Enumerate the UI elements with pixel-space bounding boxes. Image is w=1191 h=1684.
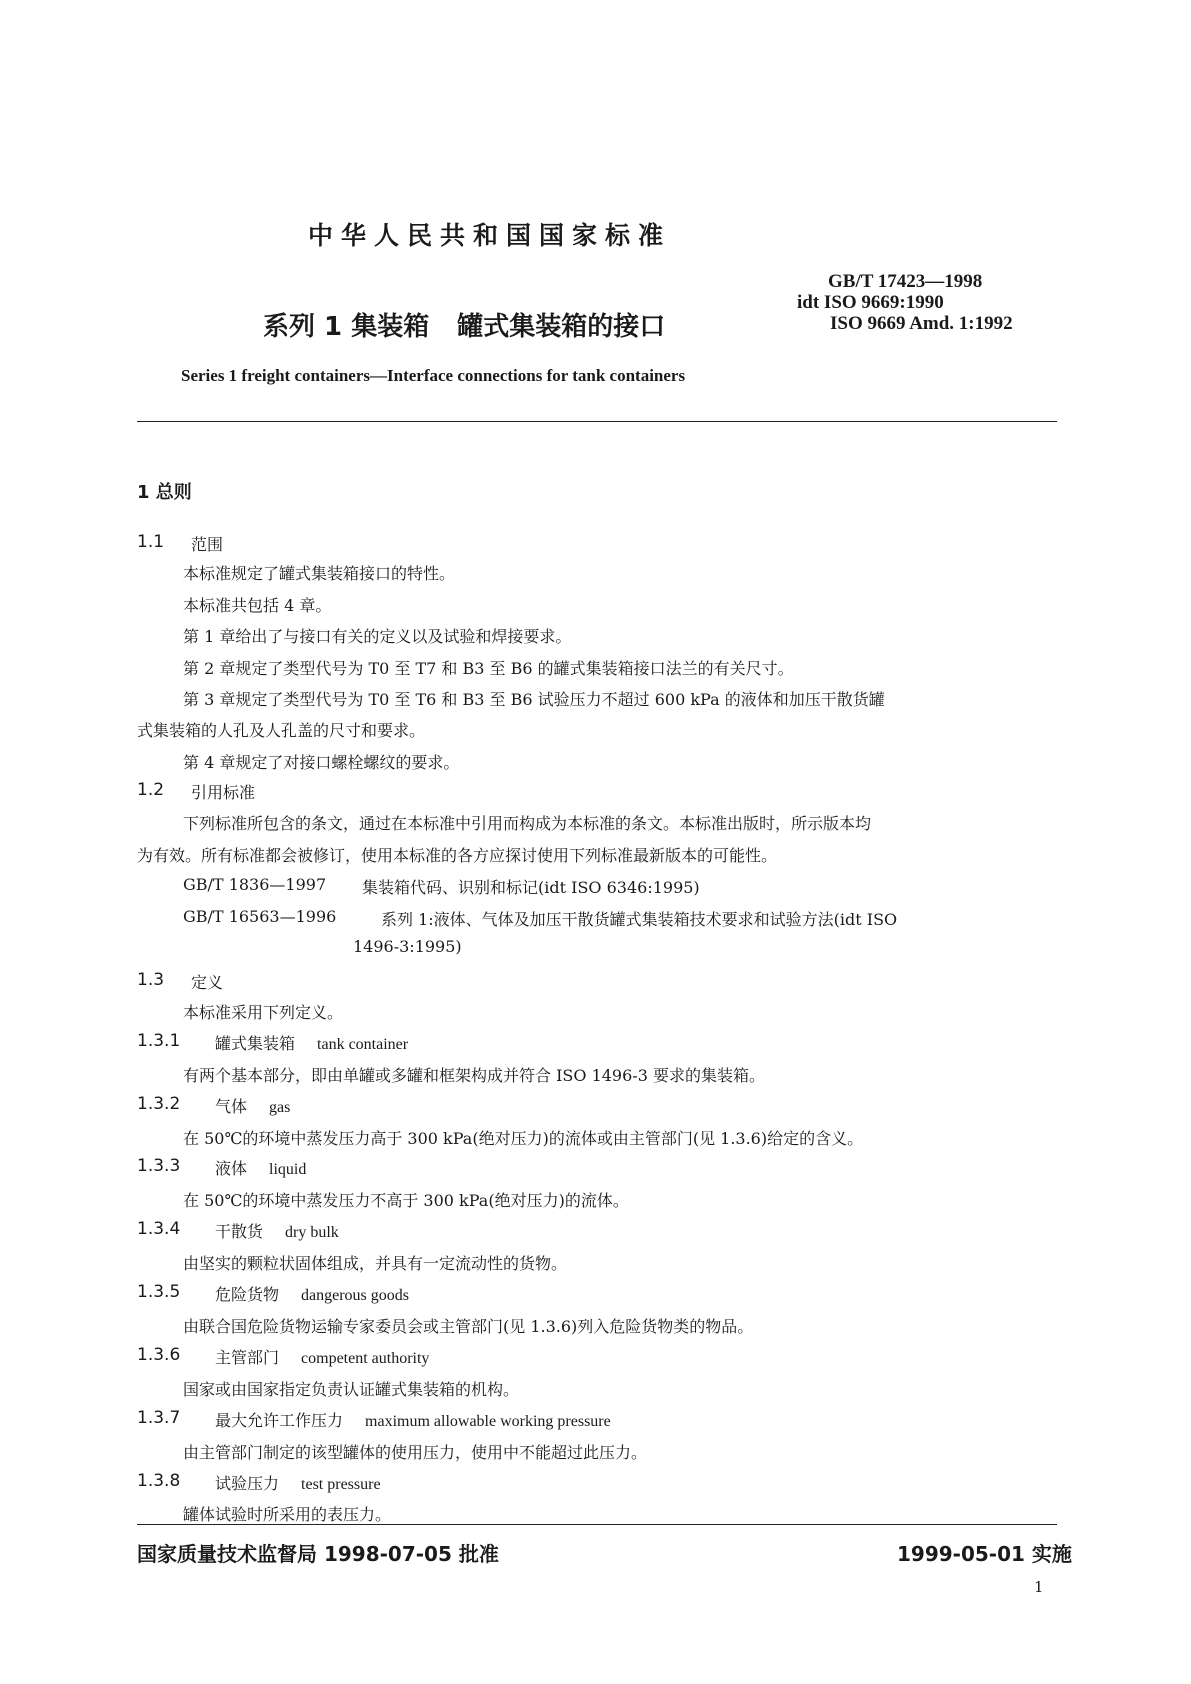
definition-term: 气体 gas bbox=[215, 1097, 291, 1116]
section-heading: 1 总则 bbox=[137, 482, 192, 503]
paragraph: 第 2 章规定了类型代号为 T0 至 T7 和 B3 至 B6 的罐式集装箱接口法兰的有关尺寸。 bbox=[183, 659, 794, 678]
amendment-reference: ISO 9669 Amd. 1:1992 bbox=[830, 313, 1013, 334]
definition-text: 由联合国危险货物运输专家委员会或主管部门(见 1.3.6)列入危险货物类的物品。 bbox=[183, 1317, 754, 1336]
clause-number: 1.3 bbox=[137, 970, 165, 990]
footer-divider bbox=[137, 1524, 1057, 1525]
definition-text: 在 50℃的环境中蒸发压力不高于 300 kPa(绝对压力)的流体。 bbox=[183, 1191, 629, 1210]
definition-term: 罐式集装箱 tank container bbox=[215, 1034, 409, 1053]
clause-title: 引用标准 bbox=[191, 783, 256, 802]
page-number: 1 bbox=[1034, 1578, 1044, 1596]
definition-term: 危险货物 dangerous goods bbox=[215, 1285, 409, 1304]
paragraph: 为有效。所有标准都会被修订，使用本标准的各方应探讨使用下列标准最新版本的可能性。 bbox=[137, 846, 778, 865]
definition-number: 1.3.7 bbox=[137, 1408, 181, 1428]
paragraph: 本标准采用下列定义。 bbox=[183, 1003, 344, 1022]
standard-code: GB/T 17423—1998 bbox=[828, 271, 983, 292]
definition-term: 试验压力 test pressure bbox=[215, 1474, 381, 1493]
clause-number: 1.2 bbox=[137, 780, 165, 800]
standard-title-part2: 罐式集装箱的接口 bbox=[457, 312, 666, 342]
reference-title: 系列 1:液体、气体及加压干散货罐式集装箱技术要求和试验方法(idt ISO bbox=[381, 910, 898, 929]
definition-number: 1.3.5 bbox=[137, 1282, 181, 1302]
definition-number: 1.3.3 bbox=[137, 1156, 181, 1176]
standard-title-part1: 系列 1 集装箱 bbox=[263, 312, 430, 342]
definition-term: 最大允许工作压力 maximum allowable working pressure bbox=[215, 1411, 611, 1430]
definition-text: 在 50℃的环境中蒸发压力高于 300 kPa(绝对压力)的流体或由主管部门(见 1.3.6)给定的含义。 bbox=[183, 1129, 864, 1148]
definition-term: 干散货 dry bulk bbox=[215, 1222, 339, 1241]
approval-statement: 国家质量技术监督局 1998-07-05 批准 bbox=[137, 1542, 499, 1566]
idt-reference: idt ISO 9669:1990 bbox=[797, 292, 944, 313]
definition-text: 有两个基本部分，即由单罐或多罐和框架构成并符合 ISO 1496-3 要求的集装箱。 bbox=[183, 1066, 765, 1085]
definition-number: 1.3.4 bbox=[137, 1219, 181, 1239]
paragraph: 下列标准所包含的条文，通过在本标准中引用而构成为本标准的条文。本标准出版时，所示版本均 bbox=[183, 814, 872, 833]
english-title: Series 1 freight containers—Interface connections for tank containers bbox=[181, 366, 686, 385]
paragraph: 第 4 章规定了对接口螺栓螺纹的要求。 bbox=[183, 753, 460, 772]
national-standard-heading: 中华人民共和国国家标准 bbox=[308, 221, 672, 250]
definition-number: 1.3.6 bbox=[137, 1345, 181, 1365]
definition-text: 国家或由国家指定负责认证罐式集装箱的机构。 bbox=[183, 1380, 520, 1399]
clause-title: 定义 bbox=[191, 973, 224, 992]
reference-title-cont: 1496-3:1995) bbox=[353, 937, 462, 956]
definition-text: 罐体试验时所采用的表压力。 bbox=[183, 1505, 392, 1524]
header-divider bbox=[137, 421, 1057, 422]
standard-title bbox=[263, 306, 665, 343]
paragraph: 本标准规定了罐式集装箱接口的特性。 bbox=[183, 564, 456, 583]
reference-code: GB/T 16563—1996 bbox=[183, 907, 337, 926]
reference-title: 集装箱代码、识别和标记(idt ISO 6346:1995) bbox=[362, 878, 700, 897]
paragraph: 式集装箱的人孔及人孔盖的尺寸和要求。 bbox=[137, 721, 426, 740]
definition-number: 1.3.8 bbox=[137, 1471, 181, 1491]
definition-number: 1.3.2 bbox=[137, 1094, 181, 1114]
definition-term: 主管部门 competent authority bbox=[215, 1348, 430, 1367]
definition-number: 1.3.1 bbox=[137, 1031, 181, 1051]
paragraph: 本标准共包括 4 章。 bbox=[183, 596, 332, 615]
clause-title: 范围 bbox=[191, 535, 224, 554]
implementation-date: 1999-05-01 实施 bbox=[897, 1542, 1072, 1566]
paragraph: 第 3 章规定了类型代号为 T0 至 T6 和 B3 至 B6 试验压力不超过 600 kPa 的液体和加压干散货罐 bbox=[183, 690, 885, 709]
clause-number: 1.1 bbox=[137, 532, 165, 552]
paragraph: 第 1 章给出了与接口有关的定义以及试验和焊接要求。 bbox=[183, 627, 572, 646]
definition-term: 液体 liquid bbox=[215, 1159, 307, 1178]
definition-text: 由主管部门制定的该型罐体的使用压力，使用中不能超过此压力。 bbox=[183, 1443, 648, 1462]
reference-code: GB/T 1836—1997 bbox=[183, 875, 327, 894]
definition-text: 由坚实的颗粒状固体组成，并具有一定流动性的货物。 bbox=[183, 1254, 568, 1273]
